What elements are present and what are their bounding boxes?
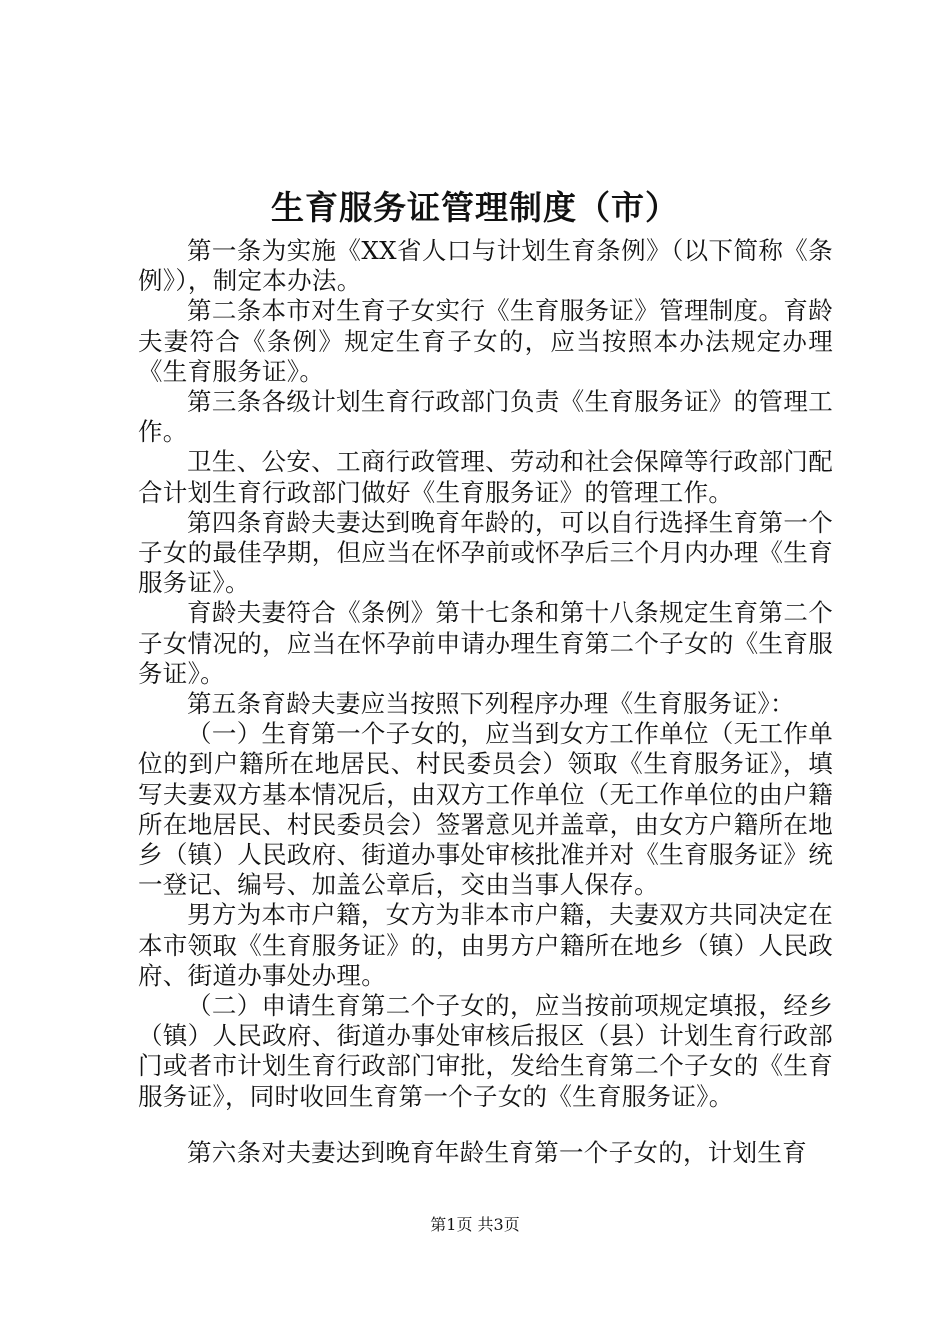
paragraph-article-5-item-2: （二）申请生育第二个子女的，应当按前项规定填报，经乡（镇）人民政府、街道办事处审核后报区（县）计划生育行政部门或者市计划生育行政部门审批，发给生育第二个子女的《生育服务证》，同时收回生育第一个子女的《生育服务证》。 [138, 991, 833, 1111]
paragraph-article-3-cont: 卫生、公安、工商行政管理、劳动和社会保障等行政部门配合计划生育行政部门做好《生育服务证》的管理工作。 [138, 447, 833, 507]
paragraph-article-4: 第四条育龄夫妻达到晚育年龄的，可以自行选择生育第一个子女的最佳孕期，但应当在怀孕前或怀孕后三个月内办理《生育服务证》。 [138, 507, 833, 598]
page-title: 生育服务证管理制度（市） [271, 188, 679, 227]
paragraph-article-3: 第三条各级计划生育行政部门负责《生育服务证》的管理工作。 [138, 387, 833, 447]
paragraph-article-5-item-1-cont: 男方为本市户籍，女方为非本市户籍，夫妻双方共同决定在本市领取《生育服务证》的，由男方户籍所在地乡（镇）人民政府、街道办事处办理。 [138, 900, 833, 990]
paragraph-article-1: 第一条为实施《XX省人口与计划生育条例》（以下简称《条例》），制定本办法。 [138, 236, 833, 296]
paragraph-article-5: 第五条育龄夫妻应当按照下列程序办理《生育服务证》： [187, 689, 795, 719]
paragraph-article-6: 第六条对夫妻达到晚育年龄生育第一个子女的，计划生育 [187, 1137, 807, 1167]
paragraph-article-2: 第二条本市对生育子女实行《生育服务证》管理制度。育龄夫妻符合《条例》规定生育子女的，应当按照本办法规定办理《生育服务证》。 [138, 296, 833, 386]
page-number-footer: 第1页 共3页 [430, 1215, 520, 1234]
paragraph-article-4-cont: 育龄夫妻符合《条例》第十七条和第十八条规定生育第二个子女情况的，应当在怀孕前申请办理生育第二个子女的《生育服务证》。 [138, 598, 833, 688]
document-body [138, 236, 833, 1168]
paragraph-article-5-item-1: （一）生育第一个子女的，应当到女方工作单位（无工作单位的到户籍所在地居民、村民委员会）领取《生育服务证》，填写夫妻双方基本情况后，由双方工作单位（无工作单位的由户籍所在地居民、村民委员会）签署意见并盖章，由女方户籍所在地乡（镇）人民政府、街道办事处审核批准并对《生育服务证》统一登记、编号、加盖公章后，交由当事人保存。 [138, 719, 833, 900]
